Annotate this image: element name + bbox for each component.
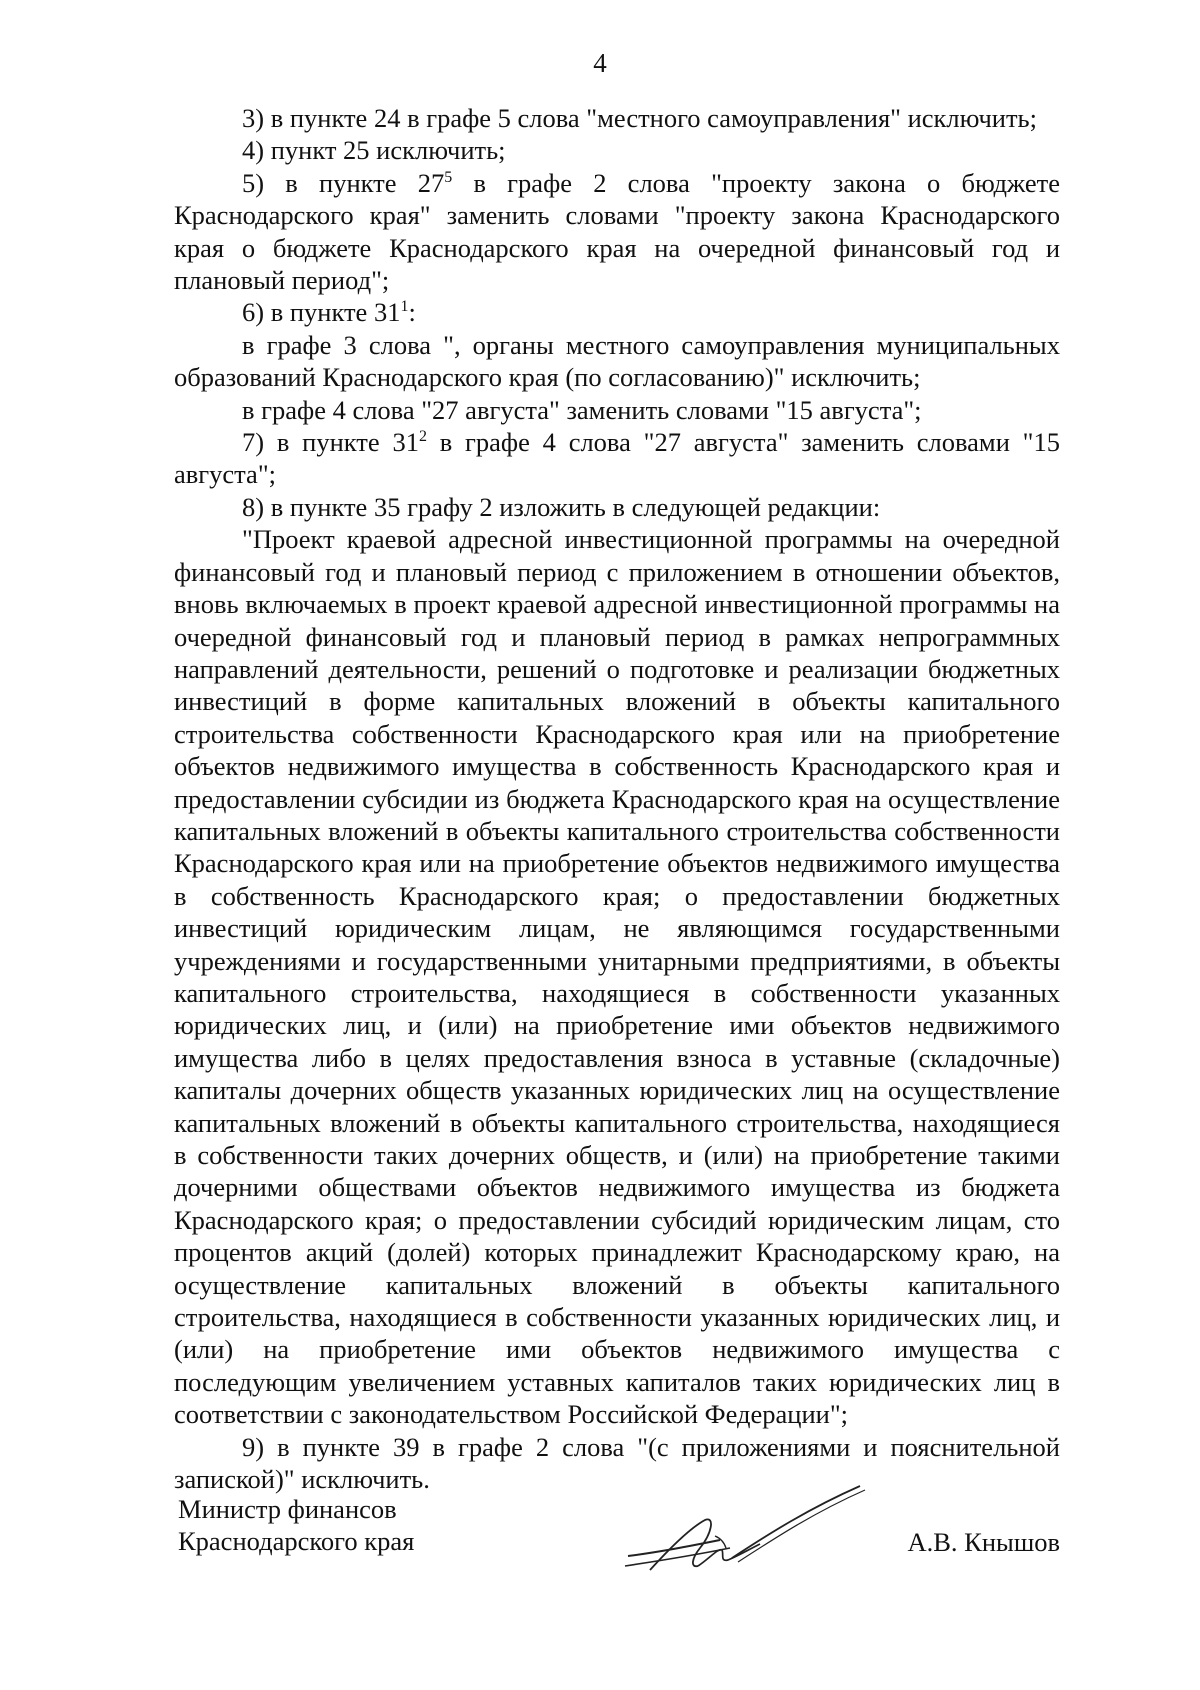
signer-position-line-2: Краснодарского края: [178, 1526, 415, 1557]
item-6-text-b: :: [408, 297, 416, 328]
item-5-text-a: 5) в пункте 27: [242, 167, 445, 198]
signer-position: [178, 1493, 414, 1558]
item-5-text-b: в графе 2 слова "проекту закона о бюджете Краснодарского края" заменить словами "проекту закона Краснодарского края о бюджете Краснодарского края на очередной финансовый год и плановый период";: [174, 167, 1060, 296]
item-7-text-b: в графе 4 слова "27 августа" заменить словами "15 августа";: [174, 427, 1060, 490]
page-number: 4: [593, 48, 607, 78]
item-9: 9) в пункте 39 в графе 2 слова "(с приложениями и пояснительной запиской)" исключить.: [174, 1431, 1060, 1495]
item-8: 8) в пункте 35 графу 2 изложить в следующей редакции:: [242, 491, 881, 522]
item-7: [174, 426, 1060, 491]
signer-name: А.В. Кнышов: [907, 1527, 1060, 1557]
item-6-superscript: 1: [400, 298, 409, 316]
item-6: [174, 296, 1060, 328]
signer-position-line-1: Министр финансов: [178, 1494, 397, 1524]
item-7-superscript: 2: [418, 428, 427, 446]
item-6-text-a: 6) в пункте 31: [242, 297, 401, 328]
handwritten-signature: [620, 1478, 880, 1588]
item-6-line-2: в графе 4 слова "27 августа" заменить словами "15 августа";: [242, 394, 922, 425]
item-8-quote: "Проект краевой адресной инвестиционной программы на очередной финансовый год и плановый период с приложением в отношении объектов, вновь включаемых в проект краевой адресной инвестиционной программы на очередной финансовый год и плановый период в рамках непрограммных направлений деятельности, решений о подготовке и реализации бюджетных инвестиций в форме капитальных вложений в объекты капитального строительства собственности Краснодарского края или на приобретение объектов недвижимого имущества в собственность Краснодарского края и предоставлении субсидии из бюджета Краснодарского края на осуществление капитальных вложений в объекты капитального строительства собственности Краснодарского края или на приобретение объектов недвижимого имущества в собственность Краснодарского края; о предоставлении бюджетных инвестиций юридическим лицам, не являющимся государственными учреждениями и государственными унитарными предприятиями, в объекты капитального строительства, находящиеся в собственности указанных юридических лиц, и (или) на приобретение ими объектов недвижимого имущества либо в целях предоставления взноса в уставные (складочные) капиталы дочерних обществ указанных юридических лиц на осуществление капитальных вложений в объекты капитального строительства, находящиеся в собственности таких дочерних обществ, и (или) на приобретение такими дочерними обществами объектов недвижимого имущества из бюджета Краснодарского края; о предоставлении субсидий юридическим лицам, сто процентов акций (долей) которых принадлежит Краснодарскому краю, на осуществление капитальных вложений в объекты капитального строительства, находящиеся в собственности указанных юридических лиц, и (или) на приобретение ими объектов недвижимого имущества с последующим увеличением уставных капиталов таких юридических лиц в соответствии с законодательством Российской Федерации";: [174, 524, 1060, 1430]
item-6-line-1: в графе 3 слова ", органы местного самоуправления муниципальных образований Краснодарского края (по согласованию)" исключить;: [174, 329, 1060, 393]
document-body: [174, 102, 1060, 1495]
item-4: 4) пункт 25 исключить;: [242, 135, 506, 166]
item-3: 3) в пункте 24 в графе 5 слова "местного самоуправления" исключить;: [242, 103, 1037, 133]
item-7-text-a: 7) в пункте 31: [242, 427, 419, 458]
item-5-superscript: 5: [444, 168, 453, 186]
item-5: [174, 167, 1060, 297]
